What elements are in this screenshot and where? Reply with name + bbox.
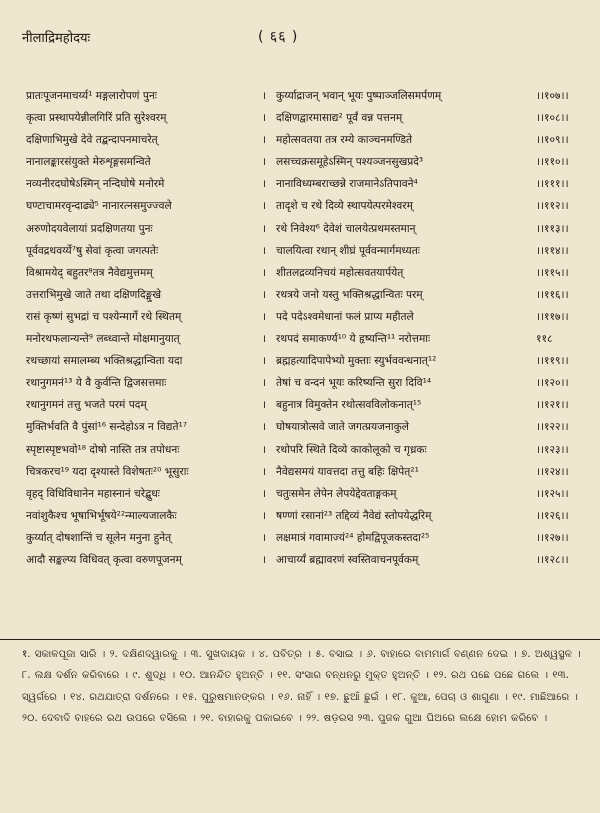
verse-divider: । <box>262 421 267 434</box>
verse-line <box>0 266 600 288</box>
verse-second-half: षण्णां रसानां²³ तद्दिव्यं नैवेद्यं स्तोपयेद्धरिम् <box>276 509 432 522</box>
verse-divider: । <box>262 443 267 456</box>
verse-number: ।।१२०।। <box>536 377 569 390</box>
verse-line <box>0 443 600 465</box>
footnote: ୨. ଦକ୍ଷିଣଦ୍ୱାରକୁ । <box>109 649 187 660</box>
footnote: ୨୧. ବାହାରକୁ ପକାଇବେ । <box>200 712 302 724</box>
footnote: ୧୪. ରଥଯାତ୍ରା ଦର୍ଶନରେ । <box>70 691 179 703</box>
page-header <box>0 28 600 52</box>
verse-number: ।।१२२।। <box>536 421 569 434</box>
footnote: ୫. ବସାଇ । <box>315 649 363 660</box>
verse-divider: । <box>262 200 267 213</box>
verse-divider: । <box>262 288 267 301</box>
verse-divider: । <box>262 134 267 147</box>
verse-line <box>0 310 600 332</box>
verse-first-half: चित्रकरच¹⁹ यदा दृश्यास्ते विशेषतः²⁰ भूसुराः <box>26 465 189 478</box>
verse-first-half: आदौ सङ्कल्प्य विधिवत् कृत्वा वरुणपूजनम् <box>26 553 182 566</box>
footnote: ୧୫. ପୁରୁଷମାନଙ୍କର । <box>182 691 274 703</box>
verse-second-half: नैवेद्यसमयं यावत्तदा तत्तु बहिः क्षिपेत्²¹ <box>276 465 419 478</box>
verse-second-half: कुर्य्याद्राजन् भवान् भूयः पुष्पाञ्जलिसमर्पणम् <box>276 90 442 102</box>
verse-divider: । <box>262 377 267 390</box>
verse-line <box>0 354 600 376</box>
verse-line <box>0 376 600 398</box>
verse-first-half: रथानुगमनं तत्तु भजते परमं पदम् <box>26 399 147 412</box>
show-through-text <box>330 0 510 20</box>
verse-line <box>0 222 600 244</box>
verse-second-half: चतुःसमेन लेपेन लेपयेद्देवताङ्गकम् <box>276 487 397 500</box>
verse-first-half: रथच्छायां समालम्ब्य भक्तिश्रद्धान्विता यदा <box>26 355 183 368</box>
verse-number: ।।११३।। <box>536 222 569 235</box>
verse-line <box>0 509 600 531</box>
verse-line <box>0 133 600 155</box>
verse-first-half: उत्तराभिमुखे जाते तथा दक्षिणदिङ्मुखे <box>26 288 162 301</box>
verse-number: ।।११९।। <box>536 355 569 368</box>
verse-first-half: प्रातःपूजनमाचर्य्य¹ मङ्गलारोपणं पुनः <box>26 90 157 102</box>
verse-divider: । <box>262 90 267 102</box>
verse-number: ।।११२।। <box>536 200 569 213</box>
verse-number: ।।१२६।। <box>536 509 569 522</box>
verse-number: ।।१०९।। <box>536 134 569 147</box>
footnote: ୩. ସୁଖଦାୟକ । <box>190 649 255 660</box>
verse-line <box>0 487 600 509</box>
footnote: ୧୯. ମାଛିଆରେ । <box>512 691 579 703</box>
footnote: ୮. ଲକ୍ଷ ଦର୍ଶନ କରିବାରେ । <box>22 670 129 682</box>
footnote: ୧୬. ନାହିଁ । <box>278 691 321 703</box>
page-number: ( ६६ ) <box>258 29 299 45</box>
verse-first-half: नवांशुकैश्च भूषाभिर्भूषये²²न्माल्यजालकैः <box>26 509 177 522</box>
verse-line <box>0 244 600 266</box>
verse-second-half: आचार्य्यं ब्रह्मावरणं स्वस्तिवाचनपूर्वकम् <box>276 553 419 566</box>
verse-divider: । <box>262 465 267 478</box>
verse-second-half: लसच्चक्रसमूहेऽस्मिन् पश्यञ्जनसुखप्रदे³ <box>276 156 424 169</box>
footnote: ୨୨. ଷଡ଼ରସ <box>306 712 354 724</box>
verse-divider: । <box>262 244 267 257</box>
verse-number: ।।११५।। <box>536 266 569 279</box>
verse-second-half: रथे निवेश्य⁶ देवेशं चालयेत्प्रथमस्तमान् <box>276 222 416 235</box>
verse-number: ।।१११।। <box>536 178 569 191</box>
verse-first-half: पूर्ववद्रथवर्य्ये⁷षु सेवां कृत्वा जगत्पतेः <box>26 244 159 257</box>
verse-divider: । <box>262 333 267 346</box>
verse-first-half: रथानुगमनं¹³ ये वै कुर्वन्ति द्विजसत्तमाः <box>26 377 167 390</box>
verse-number: ।।११०।। <box>536 156 569 169</box>
verse-number: ।।११४।। <box>536 244 569 257</box>
footnote: ୧୮. କୁଆ, ପେଚା ଓ ଶାଗୁଣା । <box>392 691 508 703</box>
verse-second-half: तेषां च वन्दनं भूयः करिष्यन्ति सुरा दिवि¹⁴ <box>276 377 432 390</box>
verse-list <box>0 89 600 575</box>
verse-divider: । <box>262 156 267 169</box>
verse-first-half: वृहद् विधिविधानेन महास्नानं चरेद्बुधः <box>26 487 160 500</box>
footnote: ୧୭. ଛୁଆଁ ଛୁଇଁ । <box>324 691 388 703</box>
verse-line <box>0 288 600 310</box>
running-title: नीलाद्रिमहोदयः <box>22 31 91 46</box>
verse-first-half: नानालङ्कारसंयुक्ते मेरुशृङ्गसमन्विते <box>26 156 151 169</box>
footnote: ୧୨. ରଥ ପଛେ ପଛେ ଗଲେ । <box>433 670 549 682</box>
verse-line <box>0 553 600 575</box>
verse-second-half: शीतलद्रव्यनिचयं महोत्सवतयार्पयेत् <box>276 266 404 279</box>
verse-second-half: पदे पदेऽश्वमेधानां फलं प्राप्य महीतले <box>276 310 414 323</box>
verse-second-half: रथपदं समाकर्ण्य¹⁰ ये हृष्यन्ति¹¹ नरोत्तमाः <box>276 333 431 346</box>
footnotes <box>22 644 588 729</box>
footnote: ୧୦. ଆନନ୍ଦିତ ହୁଅନ୍ତି । <box>179 670 273 682</box>
verse-divider: । <box>262 509 267 522</box>
footnote: ୯. ଶୁଦ୍ଧି । <box>132 670 176 682</box>
verse-line <box>0 420 600 442</box>
footnote: ୨୦. ଦେବାଦି ବାହରେ ରଥ ଉପରେ ବସିଲେ । <box>22 712 196 724</box>
verse-divider: । <box>262 112 267 125</box>
verse-second-half: महोत्सवतया तत्र रम्ये काञ्चनमण्डिते <box>276 134 413 147</box>
verse-line <box>0 531 600 553</box>
verse-number: ।।११६।। <box>536 288 569 301</box>
footnote: ୭. ଅଶ୍ୱସ୍ଥଳ । <box>521 649 581 660</box>
footnote: ୬. ବାହାରେ ବାମମାର୍ଗ ବଣ୍ଣନ ଦେଇ । <box>366 649 517 660</box>
verse-first-half: विश्रामयेद् बहुतर⁸तत्र नैवेद्यमुत्तमम् <box>26 266 153 279</box>
footnote: ୪. ପବିତ୍ର । <box>258 649 311 660</box>
verse-divider: । <box>262 266 267 279</box>
verse-number: ।।१२७।। <box>536 531 569 544</box>
verse-divider: । <box>262 531 267 544</box>
verse-line <box>0 332 600 354</box>
verse-number: ।।१०७।। <box>536 90 569 102</box>
verse-number: ।।१२५।। <box>536 487 569 500</box>
verse-second-half: दक्षिणद्वारमासाद्य² पूर्वं वन्न पत्तनम् <box>276 112 403 125</box>
verse-divider: । <box>262 399 267 412</box>
verse-number: ११८ <box>536 333 553 346</box>
verse-number: ।।१२८।। <box>536 553 569 566</box>
verse-line <box>0 155 600 177</box>
verse-first-half: कुर्य्यात् दोषशान्तिं च सूलेन मनुना हुनेत् <box>26 531 172 544</box>
verse-line <box>0 89 600 111</box>
verse-number: ।।११७।। <box>536 310 569 323</box>
verse-first-half: दक्षिणाभिमुखे देवे तद्बन्दापनमाचरेत् <box>26 134 158 147</box>
footnote: ୧୩. ସ୍ୱର୍ଗରେ । <box>22 670 569 703</box>
verse-number: ।।१२१।। <box>536 399 569 412</box>
verse-first-half: कृत्वा प्रस्थापयेन्नीलगिरिं प्रति सुरेश्वरम् <box>26 112 167 125</box>
verse-first-half: मनोरथफलान्यन्ते⁹ लब्ध्वान्ते मोक्षमानुयात् <box>26 333 180 346</box>
verse-divider: । <box>262 310 267 323</box>
verse-first-half: अरुणोदयवेलायां प्रदक्षिणतया पुनः <box>26 222 153 235</box>
verse-line <box>0 111 600 133</box>
verse-number: ।।१०८।। <box>536 112 569 125</box>
verse-first-half: स्पृष्टास्पृष्टभवो¹⁸ दोषो नास्ति तत्र तपोधनः <box>26 443 180 456</box>
verse-first-half: मुक्तिर्भवति वै पुंसां¹⁶ सन्देहोऽत्र न विद्यते¹⁷ <box>26 421 188 434</box>
verse-first-half: घण्टाचामरवृन्दाढ्ये⁵ नानारत्नसमुज्ज्वले <box>26 200 172 213</box>
verse-line <box>0 177 600 199</box>
verse-second-half: ब्रह्महत्यादिपापेभ्यो मुक्ताः स्युर्भववन्धनात्¹² <box>276 355 437 368</box>
verse-line <box>0 398 600 420</box>
verse-first-half: रासं कृष्णं सुभद्रां च पश्येन्मार्गे रथे स्थितम् <box>26 310 182 323</box>
verse-second-half: घोषयात्रोत्सवे जाते जगत्प्रयजनाकुले <box>276 421 409 434</box>
verse-second-half: लक्षमात्रं गवामाज्यं²⁴ होमद्विपूजकस्तदा²⁵ <box>276 531 430 544</box>
verse-divider: । <box>262 355 267 368</box>
verse-second-half: चालयित्वा रथान् शीघ्रं पूर्ववन्मार्गमध्यतः <box>276 244 420 257</box>
verse-number: ।।१२४।। <box>536 465 569 478</box>
verse-divider: । <box>262 222 267 235</box>
footnote: ୨୩. ପୁଜକ ଗୁଆ ଘିଅରେ ଲକ୍ଷେ ହୋମ କରିବେ । <box>357 712 548 724</box>
verse-second-half: रथोपरि स्थिते दिव्ये काकोलूको च गृध्रकः <box>276 443 427 456</box>
verse-number: ।।१२३।। <box>536 443 569 456</box>
verse-divider: । <box>262 178 267 191</box>
verse-second-half: बहुनात्र विमुक्तेन रथोत्सवविलोकनात्¹⁵ <box>276 399 422 412</box>
footnote: १. ସକାଳପୂଜା ସାରି । <box>22 649 106 660</box>
verse-line <box>0 465 600 487</box>
verse-second-half: रथत्रये जनो यस्तु भक्तिश्रद्धान्वितः परम् <box>276 288 423 301</box>
verse-divider: । <box>262 553 267 566</box>
verse-second-half: नानाविध्यम्बराच्छन्ने राजमानेऽतिपावने⁴ <box>276 178 418 191</box>
footnote-separator <box>0 639 600 640</box>
footnote: ୧୧. ସଂସାର ବନ୍ଧନରୁ ମୁକ୍ତ ହୁଅନ୍ତି । <box>277 670 429 682</box>
verse-divider: । <box>262 487 267 500</box>
verse-line <box>0 199 600 221</box>
verse-second-half: तादृशे च रथे दिव्ये स्थापयेत्परमेश्वरम् <box>276 200 413 213</box>
verse-first-half: नव्यनीरदघोषेऽस्मिन् नन्दिघोषे मनोरमे <box>26 178 165 191</box>
